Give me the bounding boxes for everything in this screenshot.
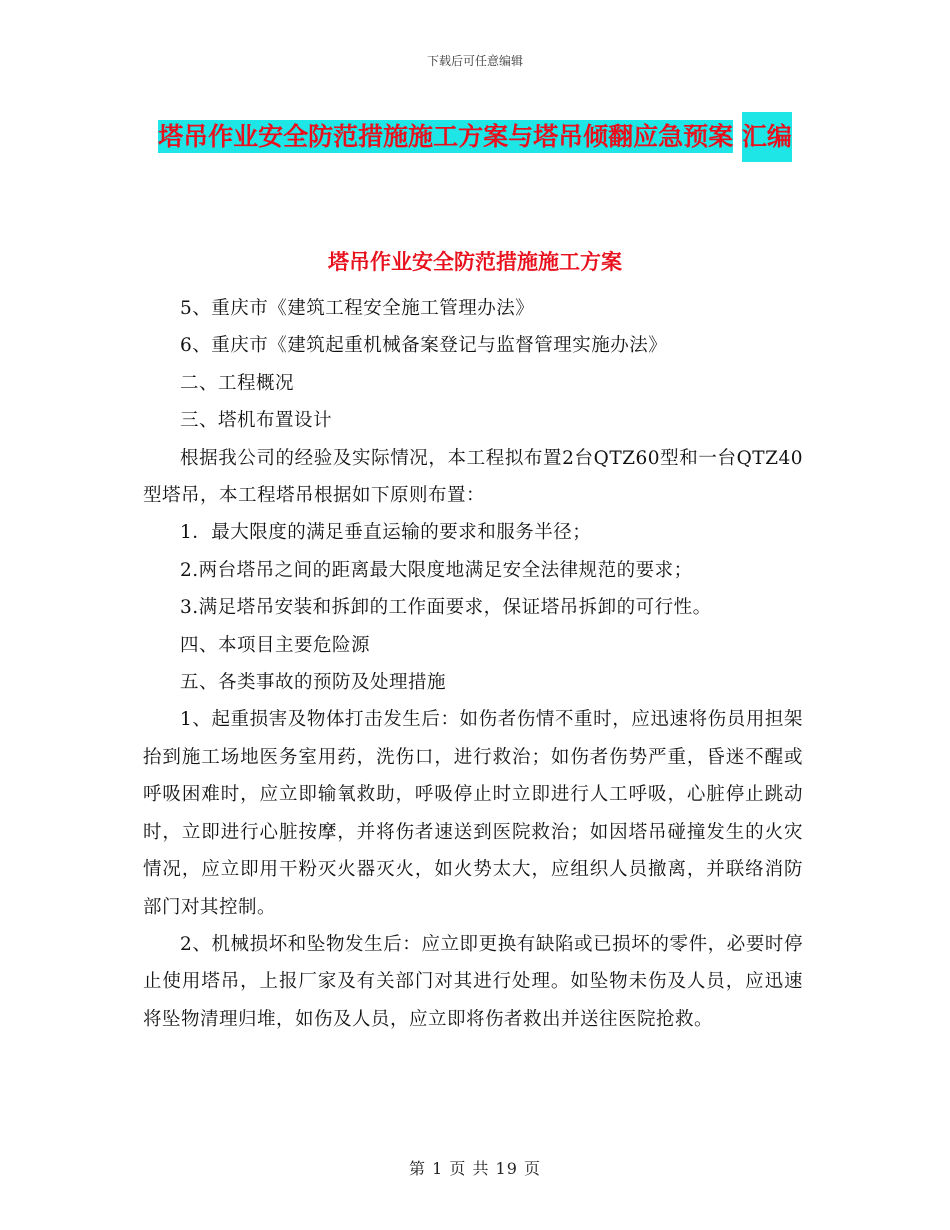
section-title: 塔吊作业安全防范措施施工方案 [328, 250, 622, 274]
paragraph: 2、机械损坏和坠物发生后：应立即更换有缺陷或已损坏的零件，必要时停止使用塔吊，上报厂家及有关部门对其进行处理。如坠物未伤及人员，应迅速将坠物清理归堆，如伤及人员，应立即将伤者救出并送往医院抢救。 [143, 933, 803, 1030]
paragraph: 5、重庆市《建筑工程安全施工管理办法》 [180, 298, 535, 319]
paragraph: 2.两台塔吊之间的距离最大限度地满足安全法律规范的要求； [180, 559, 693, 581]
document-title-line2: 汇编 [742, 112, 792, 162]
paragraph: 二、工程概况 [180, 372, 295, 394]
paragraph: 四、本项目主要危险源 [180, 634, 371, 656]
paragraph: 1．最大限度的满足垂直运输的要求和服务半径； [180, 522, 592, 544]
paragraph: 三、塔机布置设计 [180, 410, 333, 432]
paragraph: 1、起重损害及物体打击发生后：如伤者伤情不重时，应迅速将伤员用担架抬到施工场地医务室用药，洗伤口，进行救治；如伤者伤势严重，昏迷不醒或呼吸困难时，应立即输氧救助，呼吸停止时立即进行人工呼吸，心脏停止跳动时，立即进行心脏按摩，并将伤者速送到医院救治；如因塔吊碰撞发生的火灾情况，应立即用干粉灭火器灭火，如火势太大，应组织人员撤离，并联络消防部门对其控制。 [143, 709, 803, 918]
header-note: 下载后可任意编辑 [426, 54, 523, 68]
document-body [143, 290, 803, 1038]
page-footer: 第 1 页 共 19 页 [409, 1159, 541, 1178]
paragraph: 五、各类事故的预防及处理措施 [180, 672, 447, 694]
document-title-line1: 塔吊作业安全防范措施施工方案与塔吊倾翻应急预案 [158, 122, 734, 151]
document-title [0, 110, 950, 162]
paragraph: 3.满足塔吊安装和拆卸的工作面要求，保证塔吊拆卸的可行性。 [180, 597, 712, 619]
paragraph: 6、重庆市《建筑起重机械备案登记与监督管理实施办法》 [180, 335, 668, 357]
paragraph: 根据我公司的经验及实际情况，本工程拟布置2台QTZ60型和一台QTZ40型塔吊，本工程塔吊根据如下原则布置： [143, 447, 803, 507]
